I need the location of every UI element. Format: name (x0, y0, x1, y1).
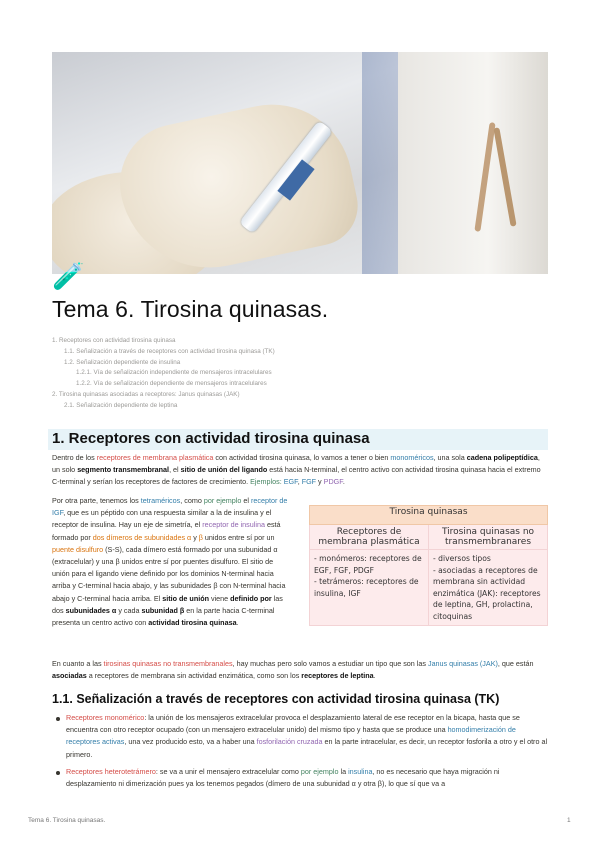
table-cell: - diversos tipos - asociadas a receptores de membrana sin actividad enzimática (JAK): receptores de leptina, GH, prolactina, citoquinas (429, 550, 548, 626)
bullet-icon (56, 717, 60, 721)
table-title: Tirosina quinasas (310, 506, 548, 525)
cover-image (52, 52, 548, 274)
table-header: Tirosina quinasas no transmembranares (429, 525, 548, 550)
tyrosine-kinase-table (309, 505, 548, 626)
toc-item[interactable]: 2.1. Señalización dependiente de leptina (64, 401, 178, 409)
toc-item[interactable]: 1.2.1. Vía de señalización independiente de mensajeros intracelulares (76, 369, 272, 377)
toc-item[interactable]: 1.2.2. Vía de señalización dependiente de mensajeros intracelulares (76, 380, 267, 388)
table-cell: - monómeros: receptores de EGF, FGF, PDGF - tetrámeros: receptores de insulina, IGF (310, 550, 429, 626)
bullet-icon (56, 771, 60, 775)
toc-item[interactable]: 1.1. Señalización a través de receptores con actividad tirosina quinasa (TK) (64, 347, 275, 355)
table-header: Receptores de membrana plasmática (310, 525, 429, 550)
list-item: Receptores monomérico: la unión de los mensajeros extracelular provoca el desplazamiento lateral de ese receptor en la bicapa, hasta que se encuentra con otro receptor ocupado (con un mensajero extracelular unido) del mismo tipo y hasta que se produce una homodimerización de receptores activas, una vez producido esto, va a haber una fosforilación cruzada en la parte intracelular, es decir, un receptor fosforila a otro y el otro al primero. (66, 713, 548, 759)
paragraph-non-transmembrane: En cuanto a las tirosinas quinasas no transmembranales, hay muchas pero solo vamos a estudiar un tipo que son las Janus quinasas (JAK), que están asociadas a receptores de membrana sin actividad enzimática, como son los receptores de leptina. (52, 659, 534, 681)
table-of-contents (52, 336, 275, 412)
page-number: 1 (567, 817, 571, 824)
toc-item[interactable]: 1. Receptores con actividad tirosina quinasa (52, 337, 176, 344)
footer-title: Tema 6. Tirosina quinasas. (28, 817, 106, 824)
page-title: Tema 6. Tirosina quinasas. (52, 296, 329, 322)
section-heading-1-1: 1.1. Señalización a través de receptores con actividad tirosina quinasa (TK) (52, 692, 500, 706)
section-heading-1: 1. Receptores con actividad tirosina quinasa (48, 429, 548, 450)
paragraph-intro: Dentro de los receptores de membrana plasmática con actividad tirosina quinasa, lo vamos a tener o bien monoméricos, una sola cadena polipeptídica, un solo segmento transmembranal, el sitio de unión del ligando está hacia N-terminal, el centro activo con actividad tirosina quinasa hacia el extremo C-terminal y serían los receptores de factores de crecimiento. Ejemplos: EGF, FGF y PDGF. (52, 453, 541, 487)
cover-lab-coat (398, 52, 548, 274)
paragraph-tetramers: Por otra parte, tenemos los tetraméricos, como por ejemplo el receptor de IGF, que es un péptido con una respuesta similar a la de insulina y el receptor de insulina. Hay un eje de simetría, el receptor de insulina está formado por dos dímeros de subunidades α y β unidos entre sí por un puente disulfuro (S-S), cada dímero está formado por una subunidad α (extracelular) y una β unidos entre sí por puentes disulfuro. El sitio de unión para el ligando viene definido por los dominios N-terminal hacia arriba y C-terminal hacia abajo, y las subunidades β con N-terminal hacia abajo y C-terminal hacia arriba. El sitio de unión viene definido por las dos subunidades α y cada subunidad β en la parte hacia C-terminal presenta un centro activo con actividad tirosina quinasa. (52, 496, 288, 628)
test-tube-icon: 🧪 (52, 261, 85, 291)
toc-item[interactable]: 2. Tirosina quinasas asociadas a receptores: Janus quinasas (JAK) (52, 390, 240, 398)
toc-item[interactable]: 1.2. Señalización dependiente de insulina (64, 358, 181, 366)
list-item: Receptores heterotetrámero: se va a unir el mensajero extracelular como por ejemplo la insulina, no es necesario que haya migración ni desplazamiento ni dimerización pues ya los tenemos pegados (dímero de una subunidad α y otra β), lo que sí que va a (66, 767, 500, 789)
